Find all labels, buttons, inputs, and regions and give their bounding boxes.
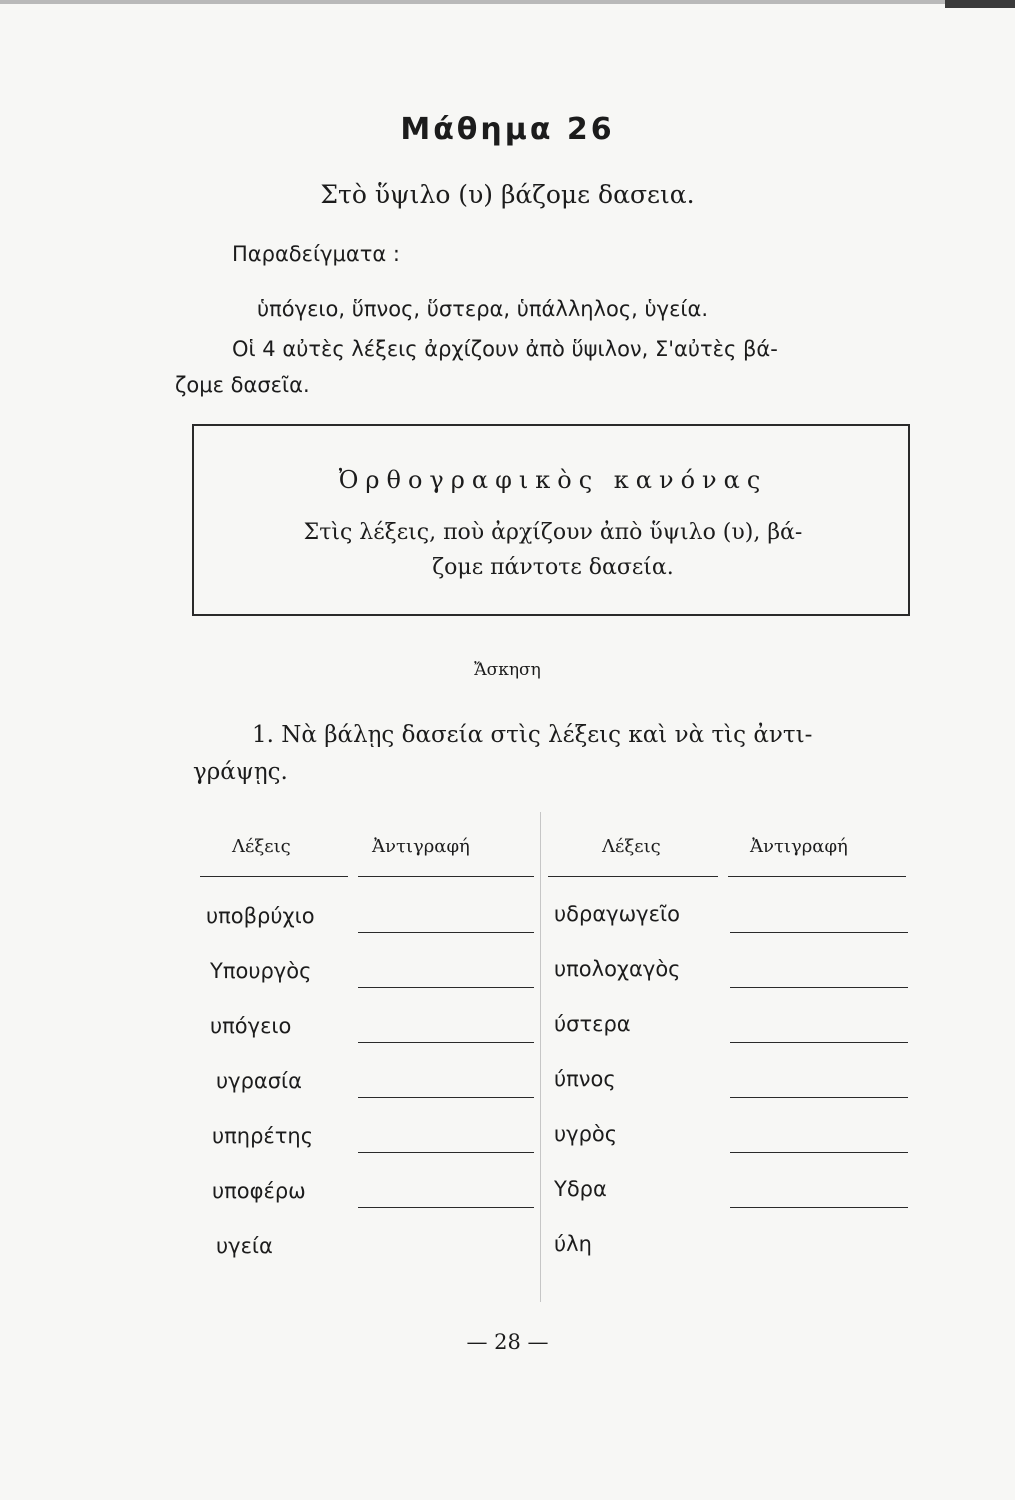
- word-right-1: υδραγωγεῖο: [554, 902, 680, 926]
- word-left-3: υπόγειο: [210, 1014, 292, 1038]
- copy-blank-right-2[interactable]: [730, 987, 908, 988]
- copy-blank-right-1[interactable]: [730, 932, 908, 933]
- header-rule: [200, 876, 348, 877]
- spelling-rule-text-line1: Στὶς λέξεις, ποὺ ἀρχίζουν ἀπὸ ὕψιλο (υ), βά-: [303, 520, 803, 545]
- word-right-3: ύστερα: [554, 1012, 631, 1036]
- copy-blank-right-4[interactable]: [730, 1097, 908, 1098]
- column-header-copy-right: Ἀντιγραφή: [750, 836, 848, 857]
- word-right-2: υπολοχαγὸς: [554, 957, 681, 981]
- column-header-words-right: Λέξεις: [602, 836, 661, 857]
- copy-blank-right-5[interactable]: [730, 1152, 908, 1153]
- word-left-2: Υπουργὸς: [210, 959, 312, 983]
- word-right-7: ύλη: [554, 1232, 592, 1256]
- spelling-rule-box: [192, 424, 910, 616]
- copy-blank-left-1[interactable]: [358, 932, 534, 933]
- scan-top-edge: [0, 0, 1015, 4]
- word-right-4: ύπνος: [554, 1067, 616, 1091]
- copy-blank-left-3[interactable]: [358, 1042, 534, 1043]
- column-divider: [540, 812, 541, 1302]
- copy-blank-right-3[interactable]: [730, 1042, 908, 1043]
- column-header-words-left: Λέξεις: [232, 836, 291, 857]
- spelling-rule-text-line2: ζομε πάντοτε δασεία.: [432, 555, 674, 580]
- exercise-title: Ἄσκηση: [474, 660, 541, 680]
- header-rule: [358, 876, 534, 877]
- copy-blank-right-6[interactable]: [730, 1207, 908, 1208]
- header-rule: [548, 876, 718, 877]
- page-number: — 28 —: [466, 1330, 549, 1354]
- word-right-5: υγρὸς: [554, 1122, 618, 1146]
- spelling-rule-title: Ὀρθογραφικὸς κανόνας: [338, 466, 768, 494]
- exercise-instruction-line2: γράψῃς.: [193, 759, 288, 785]
- scan-corner-mark: [945, 0, 1015, 8]
- word-left-6: υποφέρω: [212, 1179, 306, 1203]
- exercise-instruction-line1: 1. Νὰ βάλῃς δασεία στὶς λέξεις καὶ νὰ τὶς ἀντι-: [252, 722, 813, 748]
- word-left-1: υποβρύχιο: [206, 904, 315, 928]
- copy-blank-left-2[interactable]: [358, 987, 534, 988]
- rule-statement: Στὸ ὕψιλο (υ) βάζομε δασεια.: [320, 180, 695, 209]
- word-right-6: Υδρα: [554, 1177, 607, 1201]
- header-rule: [728, 876, 906, 877]
- examples-note-line2: ζομε δασεῖα.: [175, 373, 310, 397]
- word-left-4: υγρασία: [216, 1069, 303, 1093]
- word-left-7: υγεία: [216, 1234, 273, 1258]
- examples-label: Παραδείγματα :: [232, 242, 400, 266]
- examples-note-line1: Οἱ 4 αὐτὲς λέξεις ἀρχίζουν ἀπὸ ὕψιλον, Σ'αὐτὲς βά-: [232, 337, 778, 361]
- copy-blank-left-4[interactable]: [358, 1097, 534, 1098]
- copy-blank-left-6[interactable]: [358, 1207, 534, 1208]
- word-left-5: υπηρέτης: [212, 1124, 314, 1148]
- examples-words: ὑπόγειο, ὕπνος, ὕστερα, ὑπάλληλος, ὑγεία.: [257, 297, 709, 321]
- column-header-copy-left: Ἀντιγραφή: [372, 836, 470, 857]
- lesson-title: Μάθημα 26: [400, 112, 615, 147]
- copy-blank-left-5[interactable]: [358, 1152, 534, 1153]
